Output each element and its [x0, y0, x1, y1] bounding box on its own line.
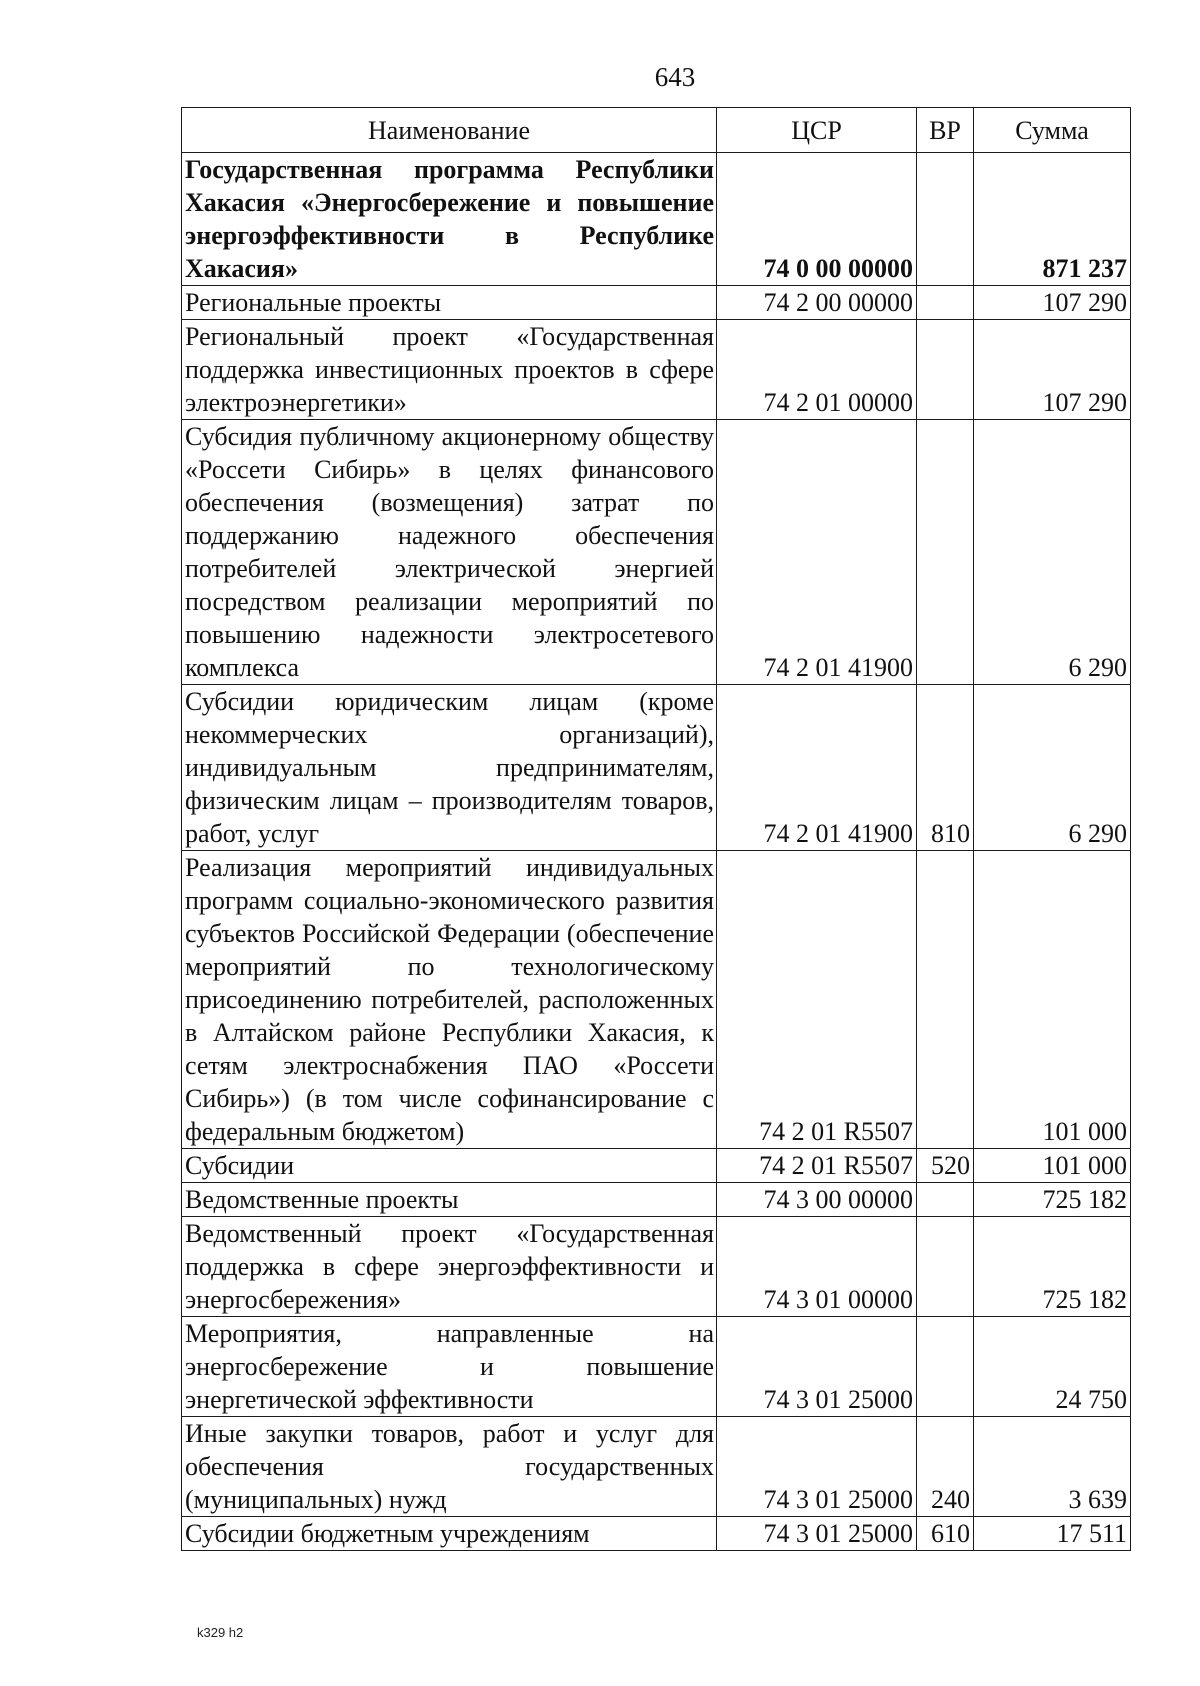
row-vr — [917, 153, 974, 286]
row-csr: 74 3 01 25000 — [717, 1417, 917, 1517]
row-name: Реализация мероприятий индивидуальных программ социально-экономического развития субъектов Российской Федерации (обеспечение мероприятий по технологическому присоединению потребителей, расположенных в Алтайском районе Республики Хакасия, к сетям электроснабжения ПАО «Россети Сибирь») (в том числе софинансирование с федеральным бюджетом) — [182, 851, 717, 1149]
row-csr: 74 3 00 00000 — [717, 1183, 917, 1217]
row-name: Субсидия публичному акционерному обществу «Россети Сибирь» в целях финансового обеспечения (возмещения) затрат по поддержанию надежного обеспечения потребителей электрической энергией посредством реализации мероприятий по повышению надежности электросетевого комплекса — [182, 420, 717, 685]
row-csr: 74 3 01 25000 — [717, 1317, 917, 1417]
row-sum: 725 182 — [974, 1183, 1131, 1217]
footer-code: k329 h2 — [197, 1625, 244, 1640]
row-name: Субсидии — [182, 1149, 717, 1183]
row-vr: 240 — [917, 1417, 974, 1517]
row-name: Мероприятия, направленные на энергосбережение и повышение энергетической эффективности — [182, 1317, 717, 1417]
row-name: Субсидии бюджетным учреждениям — [182, 1517, 717, 1551]
row-name: Ведомственные проекты — [182, 1183, 717, 1217]
row-vr — [917, 1317, 974, 1417]
header-csr: ЦСР — [717, 108, 917, 153]
table-row — [182, 1417, 1131, 1517]
row-vr: 810 — [917, 685, 974, 851]
row-sum: 101 000 — [974, 851, 1131, 1149]
header-sum: Сумма — [974, 108, 1131, 153]
table-row — [182, 1517, 1131, 1551]
page-number: 643 — [654, 62, 696, 92]
header-vr: ВР — [917, 108, 974, 153]
row-name: Региональный проект «Государственная поддержка инвестиционных проектов в сфере электроэнергетики» — [182, 320, 717, 420]
row-name: Региональные проекты — [182, 286, 717, 320]
row-csr: 74 2 01 R5507 — [717, 851, 917, 1149]
row-name: Государственная программа Республики Хакасия «Энергосбережение и повышение энергоэффективности в Республике Хакасия» — [182, 153, 717, 286]
row-csr: 74 2 01 41900 — [717, 685, 917, 851]
row-sum: 107 290 — [974, 320, 1131, 420]
row-vr: 610 — [917, 1517, 974, 1551]
row-csr: 74 2 01 R5507 — [717, 1149, 917, 1183]
row-vr — [917, 851, 974, 1149]
row-vr: 520 — [917, 1149, 974, 1183]
row-csr: 74 3 01 00000 — [717, 1217, 917, 1317]
table-header-row — [182, 108, 1131, 153]
row-sum: 107 290 — [974, 286, 1131, 320]
table-row — [182, 286, 1131, 320]
row-vr — [917, 320, 974, 420]
table-row — [182, 420, 1131, 685]
table-row — [182, 320, 1131, 420]
row-sum: 725 182 — [974, 1217, 1131, 1317]
table-row — [182, 685, 1131, 851]
row-vr — [917, 420, 974, 685]
row-sum: 3 639 — [974, 1417, 1131, 1517]
row-sum: 6 290 — [974, 685, 1131, 851]
budget-table — [181, 107, 1131, 1551]
row-vr — [917, 286, 974, 320]
row-sum: 6 290 — [974, 420, 1131, 685]
row-csr: 74 3 01 25000 — [717, 1517, 917, 1551]
row-vr — [917, 1183, 974, 1217]
row-sum: 24 750 — [974, 1317, 1131, 1417]
row-csr: 74 0 00 00000 — [717, 153, 917, 286]
table-row — [182, 1217, 1131, 1317]
row-name: Иные закупки товаров, работ и услуг для обеспечения государственных (муниципальных) нужд — [182, 1417, 717, 1517]
table-row — [182, 1317, 1131, 1417]
row-name: Ведомственный проект «Государственная поддержка в сфере энергоэффективности и энергосбережения» — [182, 1217, 717, 1317]
row-vr — [917, 1217, 974, 1317]
table-row — [182, 851, 1131, 1149]
table-row — [182, 1183, 1131, 1217]
row-sum: 871 237 — [974, 153, 1131, 286]
header-name: Наименование — [182, 108, 717, 153]
row-csr: 74 2 01 41900 — [717, 420, 917, 685]
row-sum: 101 000 — [974, 1149, 1131, 1183]
row-csr: 74 2 01 00000 — [717, 320, 917, 420]
row-name: Субсидии юридическим лицам (кроме некоммерческих организаций), индивидуальным предпринимателям, физическим лицам – производителям товаров, работ, услуг — [182, 685, 717, 851]
row-csr: 74 2 00 00000 — [717, 286, 917, 320]
row-sum: 17 511 — [974, 1517, 1131, 1551]
table-row — [182, 1149, 1131, 1183]
table-row — [182, 153, 1131, 286]
